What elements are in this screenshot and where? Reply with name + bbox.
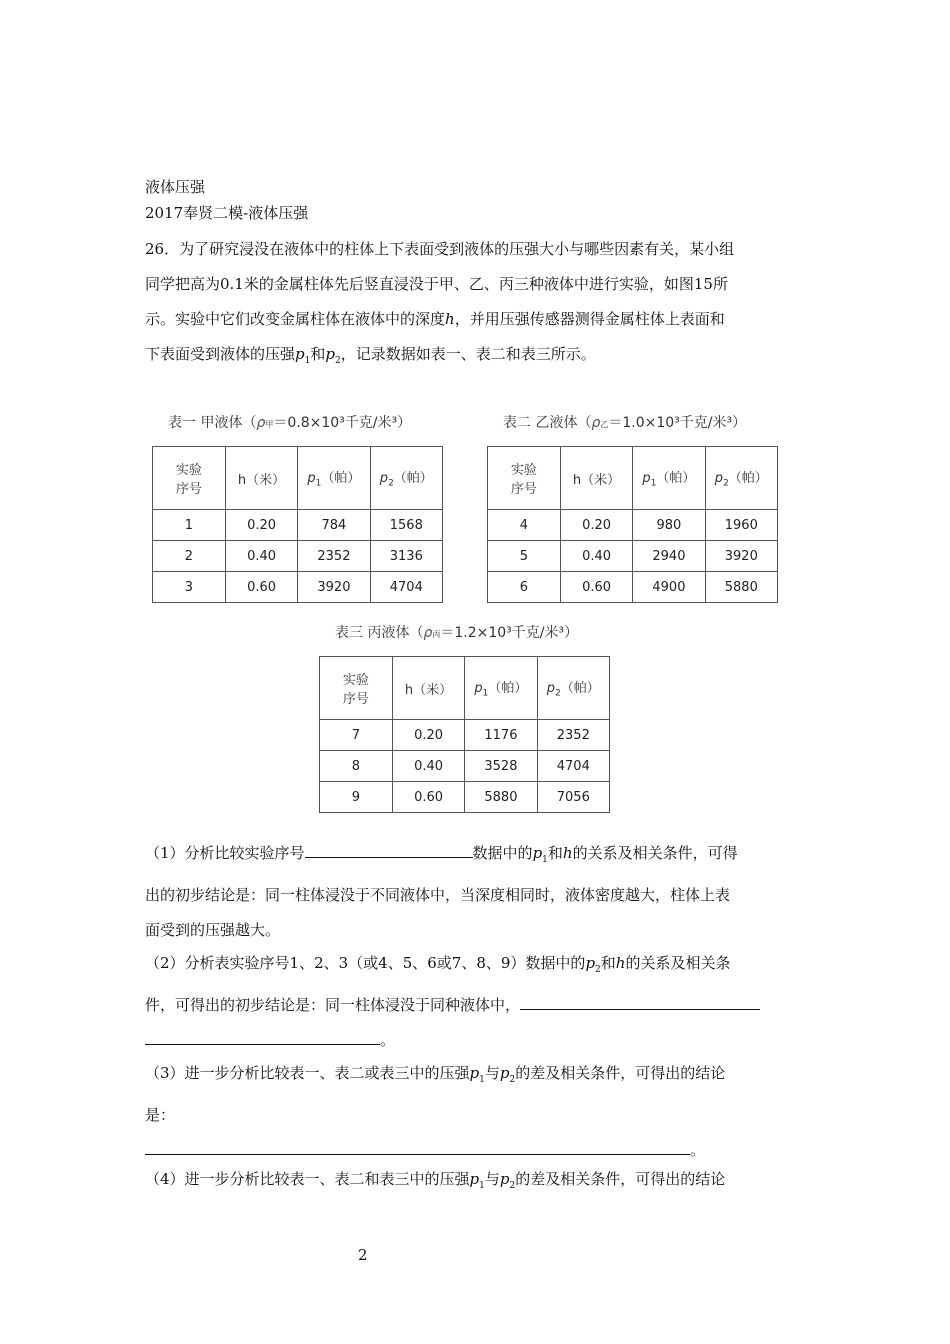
- part-2: [145, 946, 805, 1058]
- table-2-title: 表二 乙液体（ρ乙＝1.0×10³千克/米³）: [503, 415, 747, 431]
- header-h: h（米）: [225, 447, 297, 510]
- answer-blank-3[interactable]: [145, 1138, 690, 1155]
- header-p2: $p_2$（帕）: [537, 657, 609, 720]
- cell-p2: 4704: [370, 572, 442, 603]
- cell-p2: 4704: [537, 751, 609, 782]
- source-line: 2017奉贤二模-液体压强: [145, 204, 309, 222]
- cell-p1: 980: [633, 510, 705, 541]
- cell-p1: 2940: [633, 541, 705, 572]
- table-row: [153, 541, 443, 572]
- cell-p2: 1568: [370, 510, 442, 541]
- header-p1: $p_1$（帕）: [298, 447, 370, 510]
- cell-p1: 3920: [298, 572, 370, 603]
- part-2-line-2: 件，可得出的初步结论是：同一柱体浸没于同种液体中，: [145, 988, 805, 1023]
- header-p1: $p_1$（帕）: [633, 447, 705, 510]
- cell-p2: 2352: [537, 720, 609, 751]
- cell-h: 0.20: [392, 720, 464, 751]
- cell-seq: 4: [488, 510, 561, 541]
- cell-seq: 5: [488, 541, 561, 572]
- cell-seq: 6: [488, 572, 561, 603]
- part-3-line-2: 是：: [145, 1106, 176, 1124]
- cell-p1: 3528: [465, 751, 537, 782]
- header-p2: $p_2$（帕）: [705, 447, 777, 510]
- header-seq: 实验 序号: [153, 447, 226, 510]
- table-row: [488, 572, 778, 603]
- table-1-title: 表一 甲液体（ρ甲＝0.8×10³千克/米³）: [168, 415, 412, 431]
- cell-p2: 7056: [537, 782, 609, 813]
- table-row: [320, 720, 610, 751]
- question-line-2: 同学把高为0.1米的金属柱体先后竖直浸没于甲、乙、丙三种液体中进行实验，如图15所: [145, 275, 728, 293]
- table-row: [153, 510, 443, 541]
- answer-blank-2b[interactable]: [145, 1028, 380, 1045]
- cell-p2: 3920: [705, 541, 777, 572]
- part-1-line-1: （1）分析比较实验序号 数据中的$p_1$和h的关系及相关条件，可得: [145, 836, 805, 878]
- table-1: [152, 446, 443, 603]
- cell-h: 0.20: [225, 510, 297, 541]
- cell-p1: 1176: [465, 720, 537, 751]
- cell-p2: 3136: [370, 541, 442, 572]
- table-3: [319, 656, 610, 813]
- table-header-row: [320, 657, 610, 720]
- part-4-line-1: （4）进一步分析比较表一、表二和表三中的压强$p_1$与$p_2$的差及相关条件，可得出的结论: [145, 1170, 726, 1191]
- cell-seq: 1: [153, 510, 226, 541]
- part-2-line-1: （2）分析表实验序号1、2、3（或4、5、6或7、8、9）数据中的$p_2$和h的关系及相关条: [145, 954, 731, 975]
- header-p2: $p_2$（帕）: [370, 447, 442, 510]
- table-row: [488, 541, 778, 572]
- cell-seq: 7: [320, 720, 393, 751]
- cell-h: 0.60: [560, 572, 632, 603]
- table-row: [488, 510, 778, 541]
- table-header-row: [488, 447, 778, 510]
- part-1-line-2: 出的初步结论是：同一柱体浸没于不同液体中，当深度相同时，液体密度越大，柱体上表: [145, 886, 731, 904]
- cell-h: 0.20: [560, 510, 632, 541]
- table-row: [320, 751, 610, 782]
- cell-p2: 1960: [705, 510, 777, 541]
- question-intro: [145, 232, 805, 379]
- part-2-line-3: 。: [145, 1023, 805, 1058]
- cell-p1: 5880: [465, 782, 537, 813]
- table-2: [487, 446, 778, 603]
- cell-h: 0.40: [560, 541, 632, 572]
- cell-h: 0.40: [225, 541, 297, 572]
- part-1-line-3: 面受到的压强越大。: [145, 921, 281, 939]
- cell-p1: 4900: [633, 572, 705, 603]
- section-heading: 液体压强: [145, 178, 206, 196]
- header-h: h（米）: [560, 447, 632, 510]
- cell-seq: 8: [320, 751, 393, 782]
- part-4: [145, 1162, 805, 1204]
- cell-h: 0.60: [225, 572, 297, 603]
- header-p1: $p_1$（帕）: [465, 657, 537, 720]
- answer-blank-2a[interactable]: [520, 993, 760, 1010]
- cell-h: 0.40: [392, 751, 464, 782]
- question-line-4: 下表面受到液体的压强$p_1$和$p_2$，记录数据如表一、表二和表三所示。: [145, 345, 596, 366]
- cell-p2: 5880: [705, 572, 777, 603]
- part-3-line-3: 。: [145, 1133, 805, 1168]
- table-row: [320, 782, 610, 813]
- part-1: [145, 836, 805, 948]
- question-line-1: 26．为了研究浸没在液体中的柱体上下表面受到液体的压强大小与哪些因素有关，某小组: [145, 240, 735, 258]
- cell-seq: 9: [320, 782, 393, 813]
- header-seq: 实验 序号: [320, 657, 393, 720]
- header-h: h（米）: [392, 657, 464, 720]
- part-3-line-1: （3）进一步分析比较表一、表二或表三中的压强$p_1$与$p_2$的差及相关条件，可得出的结论: [145, 1064, 726, 1085]
- answer-blank-1[interactable]: [305, 841, 473, 858]
- cell-h: 0.60: [392, 782, 464, 813]
- table-3-title: 表三 丙液体（ρ丙＝1.2×10³千克/米³）: [335, 625, 579, 641]
- part-3: [145, 1056, 805, 1168]
- cell-p1: 784: [298, 510, 370, 541]
- cell-seq: 3: [153, 572, 226, 603]
- page-number: 2: [358, 1246, 368, 1264]
- cell-p1: 2352: [298, 541, 370, 572]
- cell-seq: 2: [153, 541, 226, 572]
- question-line-3: 示。实验中它们改变金属柱体在液体中的深度h，并用压强传感器测得金属柱体上表面和: [145, 310, 725, 328]
- table-row: [153, 572, 443, 603]
- header-seq: 实验 序号: [488, 447, 561, 510]
- table-header-row: [153, 447, 443, 510]
